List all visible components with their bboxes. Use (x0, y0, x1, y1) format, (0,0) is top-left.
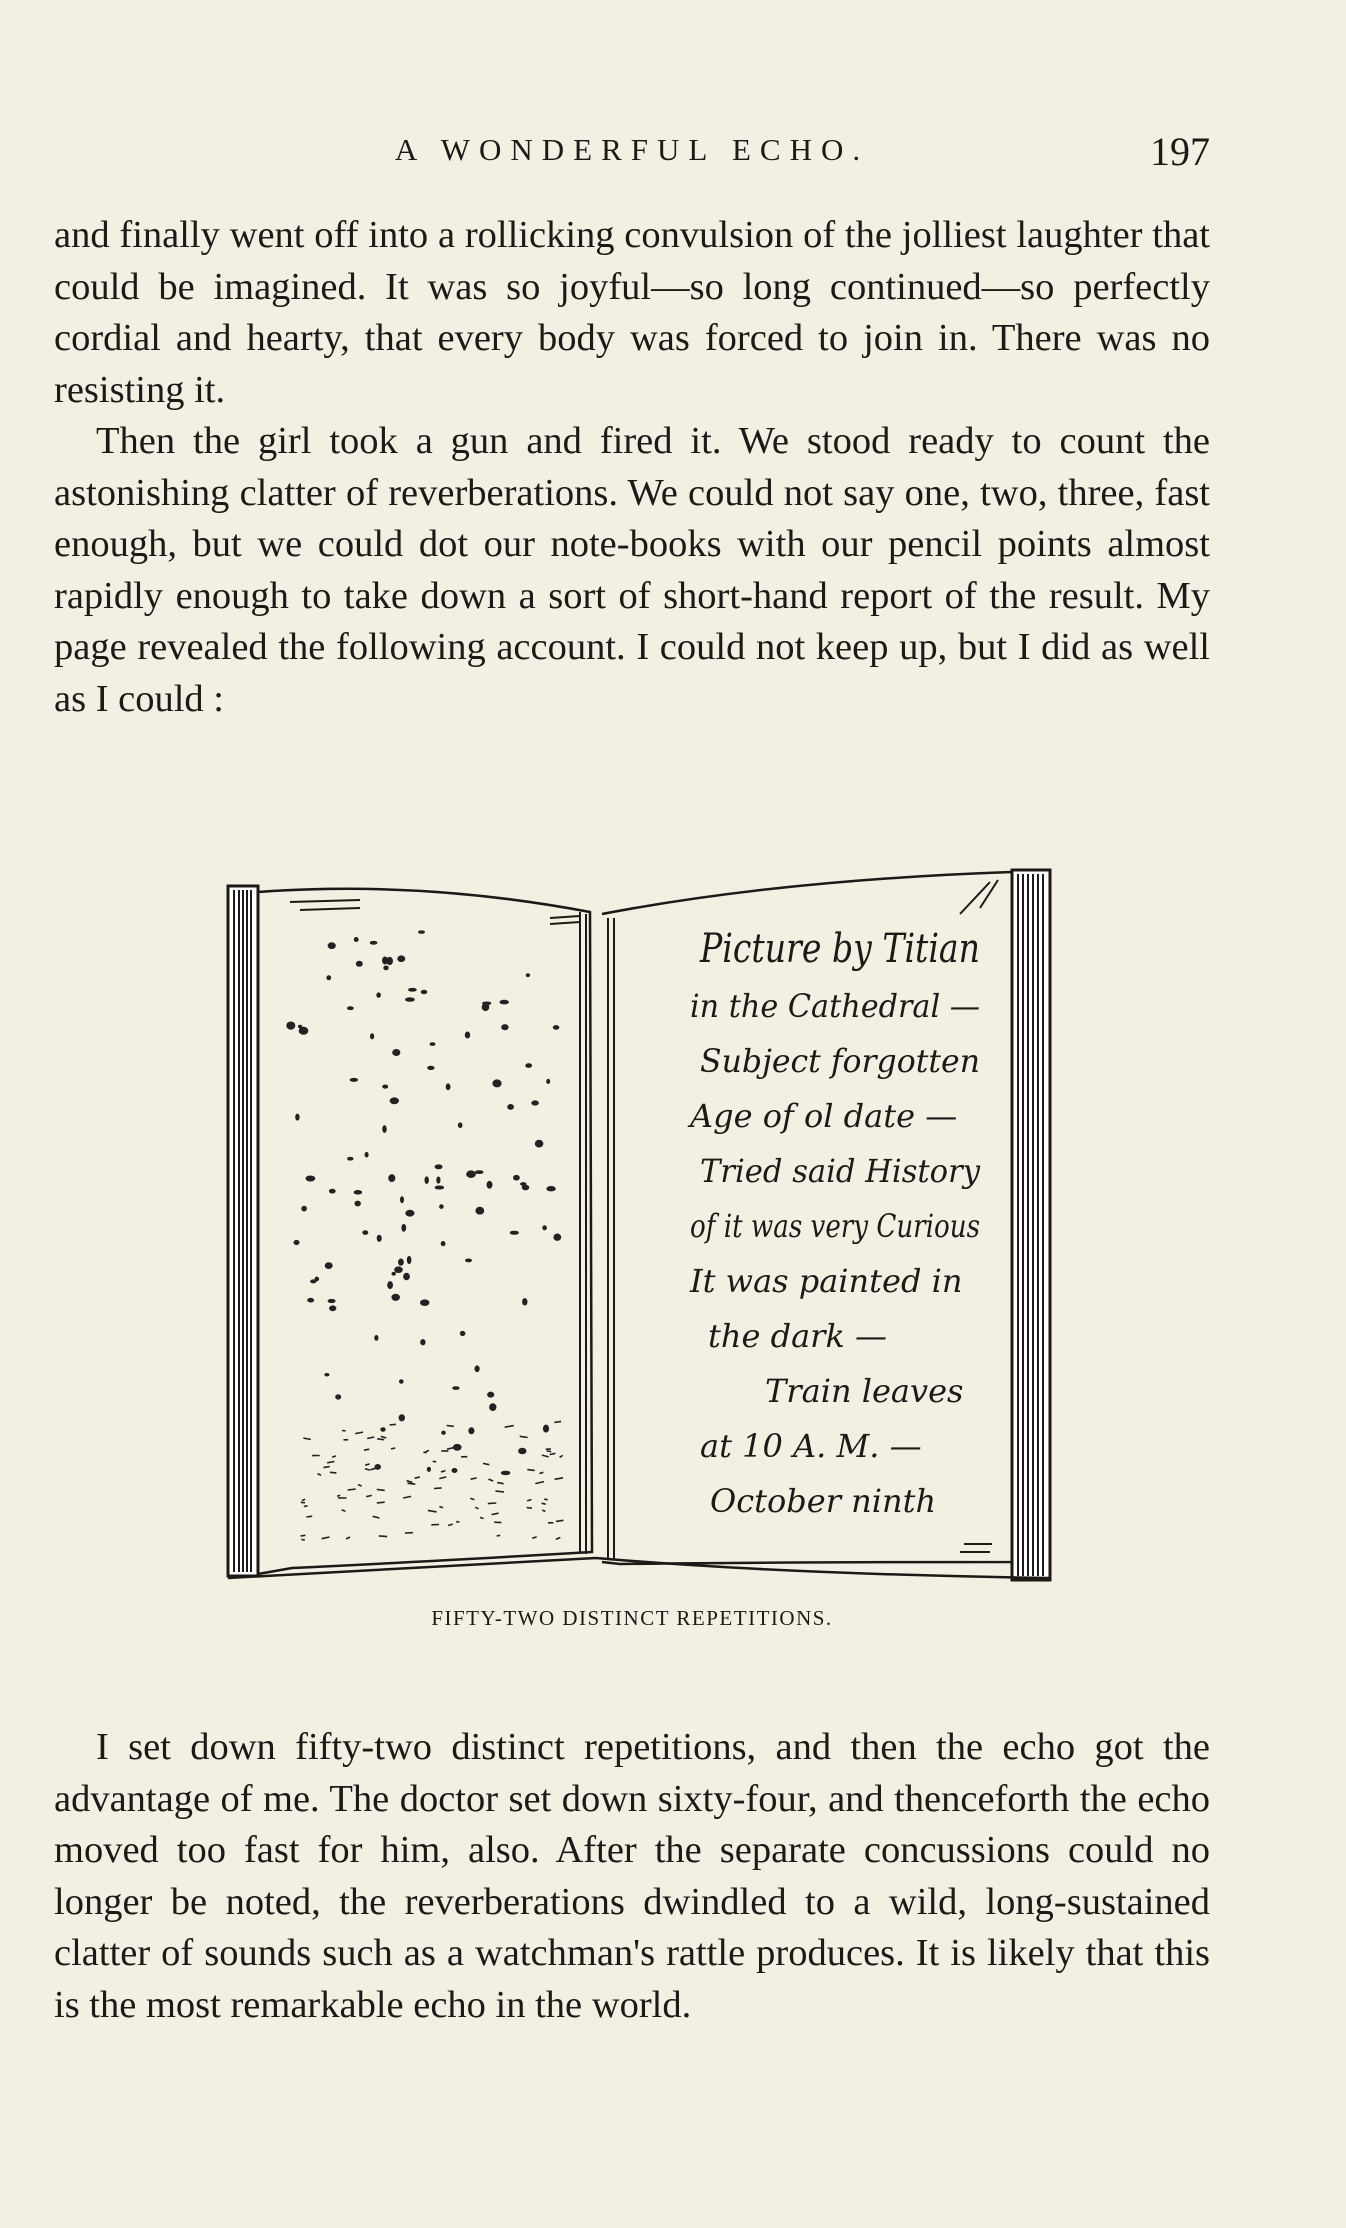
pencil-dot (355, 1201, 360, 1206)
pencil-dash (391, 1448, 395, 1449)
pencil-dot (370, 941, 377, 944)
pencil-dot (508, 1105, 514, 1110)
pencil-dot (390, 1098, 398, 1104)
pencil-dot (329, 1189, 335, 1193)
pencil-dot (510, 1231, 518, 1234)
pencil-dot (315, 1277, 319, 1281)
pencil-dot (488, 1392, 494, 1397)
pencil-dash (560, 1455, 563, 1457)
pencil-dot (532, 1101, 539, 1105)
handwriting-line: the dark — (708, 1317, 887, 1355)
pencil-dot (365, 1152, 368, 1157)
pencil-dot (395, 1267, 403, 1273)
pencil-dash (556, 1538, 561, 1540)
pencil-dash (542, 1510, 545, 1511)
left-page-dots (287, 931, 564, 1540)
pencil-dot (399, 1259, 404, 1265)
pencil-dash (542, 1503, 546, 1504)
pencil-dash (483, 1463, 489, 1464)
pencil-dot (526, 974, 529, 977)
pencil-dash (539, 1472, 543, 1473)
pencil-dash (434, 1488, 442, 1489)
pencil-dash (377, 1439, 384, 1440)
pencil-dash (322, 1537, 330, 1539)
pencil-dash (496, 1491, 504, 1492)
pencil-dash (527, 1508, 532, 1509)
pencil-dash (337, 1495, 340, 1496)
paragraph-continued: and finally went off into a rollicking convulsion of the jolliest laughter that could be imagined. It was so joyful—so long continued—so perfectly cordial and hearty, that every body was forced to join in. There was no resisting it. (54, 214, 1210, 411)
pencil-dash (318, 1474, 322, 1476)
pencil-dash (301, 1540, 305, 1541)
pencil-dot (465, 1032, 469, 1038)
running-title: A WONDERFUL ECHO. (394, 132, 870, 167)
pencil-dot (469, 1428, 474, 1434)
pencil-dash (520, 1436, 528, 1437)
pencil-dash (497, 1483, 504, 1484)
pencil-dash (367, 1437, 374, 1439)
pencil-dash (532, 1537, 536, 1538)
pencil-dash (554, 1421, 561, 1422)
pencil-dot (409, 988, 417, 991)
pencil-dash (327, 1462, 334, 1463)
handwriting-line: Train leaves (765, 1372, 964, 1410)
pencil-dot (547, 1187, 555, 1191)
pencil-dot (377, 1235, 381, 1241)
pencil-dot (435, 1186, 443, 1189)
pencil-dash (441, 1471, 446, 1472)
pencil-dot (421, 1340, 425, 1345)
pencil-dot (458, 1123, 462, 1128)
pencil-dot (460, 1331, 465, 1335)
pencil-dash (304, 1506, 308, 1507)
pencil-dash (447, 1426, 454, 1427)
pencil-dot (325, 1374, 329, 1376)
paragraph-gun-fired: Then the girl took a gun and fired it. We stood ready to count the astonishing clatter of reverberations. We could not say one, two, three, fast enough, but we could dot our note-books with our pencil points almost rapidly enough to take down a sort of short-hand report of the result. My page revealed the following account. I could not keep up, but I did as well as I could : (54, 420, 1210, 720)
pencil-dash (407, 1481, 413, 1483)
pencil-dot (421, 990, 427, 993)
pencil-dot (554, 1234, 561, 1240)
pencil-dot (328, 1299, 335, 1302)
handwriting-line: It was painted in (690, 1262, 963, 1300)
pencil-dot (466, 1259, 472, 1262)
pencil-dot (393, 1050, 400, 1056)
text-block-top (54, 210, 1210, 725)
pencil-dash (365, 1469, 370, 1471)
pencil-dot (476, 1207, 484, 1214)
handwriting-line: of it was very Curious (690, 1207, 980, 1245)
pencil-dash (505, 1426, 514, 1428)
pencil-dash (544, 1499, 548, 1500)
pencil-dot (348, 1007, 354, 1010)
pencil-dot (404, 1273, 410, 1280)
pencil-dot (308, 1298, 314, 1302)
pencil-dash (366, 1495, 372, 1496)
pencil-dot (543, 1226, 547, 1230)
pencil-dot (350, 1078, 357, 1081)
pencil-dot (453, 1387, 459, 1390)
pencil-dot (430, 1043, 435, 1046)
pencil-dot (383, 957, 388, 964)
pencil-dot (446, 1084, 450, 1090)
pencil-dash (447, 1448, 454, 1450)
pencil-dot (487, 1181, 492, 1188)
pencil-dash (377, 1502, 385, 1503)
pencil-dash (408, 1483, 416, 1484)
handwriting-line: Tried said History (700, 1152, 981, 1190)
pencil-dash (535, 1482, 544, 1484)
pencil-dot (375, 1336, 378, 1341)
pencil-dot (287, 1022, 295, 1029)
pencil-dot (435, 1165, 442, 1169)
pencil-dash (439, 1477, 446, 1479)
pencil-dot (427, 1467, 430, 1471)
handwriting-line: October ninth (710, 1482, 937, 1520)
pencil-dot (500, 1000, 508, 1004)
pencil-dot (440, 1205, 444, 1209)
pencil-dash (330, 1472, 337, 1473)
pencil-dash (550, 1453, 556, 1454)
pencil-dash (555, 1478, 564, 1480)
pencil-dot (553, 1026, 559, 1030)
pencil-dot (356, 961, 362, 966)
pencil-dot (402, 1224, 406, 1231)
pencil-dot (294, 1240, 299, 1244)
running-head (54, 128, 1210, 178)
pencil-dash (348, 1489, 356, 1490)
pencil-dash (303, 1438, 311, 1440)
pencil-dot (406, 1210, 414, 1216)
pencil-dot (363, 1231, 368, 1235)
pencil-dot (330, 1306, 336, 1311)
pencil-dot (428, 1066, 434, 1069)
pencil-dot (392, 1294, 400, 1300)
pencil-dot (519, 1448, 526, 1453)
pencil-dash (342, 1510, 346, 1511)
handwriting-line: Age of ol date — (690, 1097, 958, 1135)
pencil-dash (527, 1470, 534, 1471)
pencil-dash (488, 1503, 497, 1504)
pencil-dot (328, 943, 335, 949)
pencil-dot (388, 1282, 393, 1289)
pencil-dot (384, 966, 388, 970)
pencil-dot (407, 1256, 411, 1263)
pencil-dash (390, 1424, 396, 1425)
pencil-dot (523, 1299, 527, 1305)
pencil-dot (482, 1004, 489, 1011)
pencil-dash (403, 1496, 411, 1498)
pencil-dot (521, 1183, 527, 1186)
pencil-dot (452, 1469, 457, 1473)
page-number: 197 (1150, 129, 1210, 174)
pencil-dot (442, 1431, 446, 1434)
pencil-dash (377, 1489, 385, 1490)
pencil-dot (501, 1471, 510, 1474)
pencil-dash (448, 1524, 453, 1525)
pencil-dot (302, 1206, 307, 1211)
pencil-dot (381, 1428, 385, 1432)
pencil-dot (354, 1191, 362, 1195)
handwriting-line: Subject forgotten (700, 1042, 980, 1080)
pencil-dot (406, 998, 415, 1001)
pencil-dash (547, 1451, 551, 1452)
pencil-dash (497, 1535, 501, 1536)
pencil-dash (480, 1518, 484, 1519)
pencil-dash (471, 1478, 477, 1479)
pencil-dot (535, 1140, 543, 1147)
handwriting-line: in the Cathedral — (690, 987, 980, 1025)
pencil-dot (514, 1175, 520, 1180)
pencil-dash (426, 1450, 429, 1452)
pencil-dot (401, 1197, 404, 1203)
pencil-dot (383, 1126, 386, 1133)
pencil-dot (425, 1177, 428, 1184)
pencil-dot (421, 1300, 429, 1306)
pencil-dash (475, 1507, 478, 1509)
pencil-dot (419, 931, 425, 933)
pencil-dot (493, 1080, 501, 1087)
pencil-dot (336, 1395, 341, 1399)
pencil-dash (302, 1499, 305, 1500)
pencil-dot (547, 1079, 550, 1083)
pencil-dot (306, 1176, 315, 1181)
pencil-dash (301, 1502, 305, 1503)
pencil-dash (542, 1455, 549, 1457)
pencil-dash (358, 1485, 362, 1487)
pencil-dot (526, 1064, 532, 1068)
pencil-dash (332, 1456, 336, 1457)
pencil-dash (355, 1432, 363, 1434)
pencil-dot (327, 976, 331, 980)
pencil-dash (428, 1510, 437, 1512)
pencil-dot (296, 1114, 299, 1120)
pencil-dash (489, 1479, 494, 1481)
pencil-dot (490, 1404, 496, 1411)
pencil-dot (437, 1177, 440, 1183)
pencil-dot (354, 938, 358, 942)
pencil-dot (383, 1085, 388, 1088)
pencil-dash (415, 1477, 420, 1478)
pencil-dash (365, 1464, 369, 1465)
pencil-dot (298, 1025, 301, 1028)
pencil-dash (556, 1520, 564, 1521)
handwritten-notes (687, 926, 981, 1520)
pencil-dash (324, 1467, 330, 1468)
handwriting-line: at 10 A. M. — (700, 1427, 922, 1465)
pencil-dash (381, 1436, 387, 1438)
pencil-dot (325, 1263, 332, 1269)
pencil-dash (379, 1536, 387, 1537)
pencil-dash (439, 1507, 443, 1508)
pencil-dot (453, 1444, 461, 1450)
pencil-dash (306, 1516, 312, 1517)
text-block-bottom (54, 1722, 1210, 2031)
pencil-dot (475, 1171, 483, 1174)
pencil-dot (392, 1272, 396, 1275)
pencil-dash (492, 1513, 499, 1514)
pencil-dot (400, 1380, 404, 1383)
handwriting-line: Picture by Titian (699, 926, 980, 972)
pencil-dot (377, 993, 381, 997)
pencil-dot (441, 1242, 445, 1246)
pencil-dash (301, 1535, 306, 1536)
pencil-dash (364, 1449, 369, 1450)
pencil-dot (475, 1366, 479, 1372)
pencil-dot (348, 1157, 353, 1160)
pencil-dot (389, 1175, 395, 1182)
notebook-illustration (220, 862, 1080, 1604)
pencil-dash (346, 1537, 350, 1539)
pencil-dash (433, 1461, 437, 1462)
pencil-dot (502, 1025, 508, 1030)
pencil-dot (543, 1425, 548, 1432)
pencil-dot (371, 1034, 374, 1039)
pencil-dot (399, 1415, 404, 1421)
pencil-dash (373, 1516, 380, 1518)
pencil-dot (467, 1171, 476, 1178)
pencil-dash (470, 1498, 474, 1499)
figure-caption: FIFTY-TWO DISTINCT REPETITIONS. (431, 1606, 833, 1630)
pencil-dash (527, 1500, 531, 1501)
paragraph-fifty-two: I set down fifty-two distinct repetitions, and then the echo got the advantage of me. The doctor set down sixty-four, and thenceforth the echo moved too fast for him, also. After the separate concussions could no longer be noted, the reverberations dwindled to a wild, long-sustained clatter of sounds such as a watchman's rattle produces. It is likely that this is the most remarkable echo in the world. (54, 1726, 1210, 2026)
pencil-dot (398, 956, 405, 962)
